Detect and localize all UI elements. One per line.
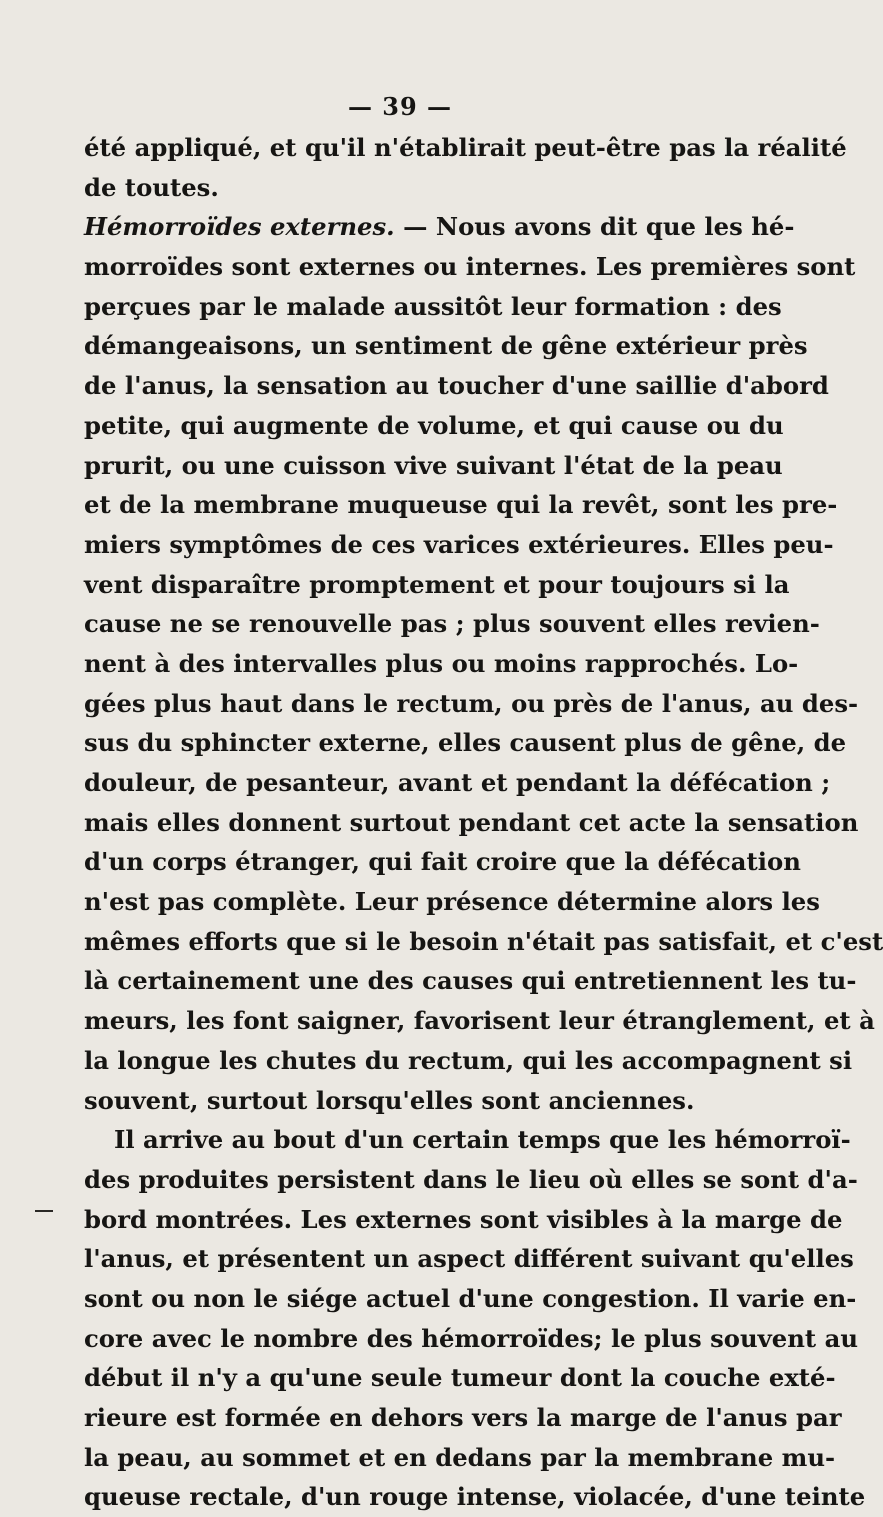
text-line: queuse rectale, d'un rouge intense, violacée, d'une teinte <box>84 1482 866 1512</box>
section-heading: Hémorroïdes externes. <box>84 212 395 242</box>
text-line: bord montrées. Les externes sont visibles à la marge de <box>84 1204 843 1234</box>
text-line: début il n'y a qu'une seule tumeur dont la couche exté- <box>84 1363 836 1393</box>
text-line: sont ou non le siége actuel d'une congestion. Il varie en- <box>84 1283 857 1313</box>
text-line: été appliqué, et qu'il n'établirait peut-être pas la réalité <box>84 133 847 162</box>
text-line: prurit, ou une cuisson vive suivant l'état de la peau <box>84 450 783 480</box>
page-number: — 39 — <box>347 92 453 121</box>
text-line: douleur, de pesanteur, avant et pendant la défécation ; <box>84 768 831 797</box>
text-line: cause ne se renouvelle pas ; plus souvent elles revien- <box>84 609 820 639</box>
text-line: des produites persistent dans le lieu où elles se sont d'a- <box>84 1164 858 1194</box>
text-line: petite, qui augmente de volume, et qui cause ou du <box>84 410 784 440</box>
text-line: core avec le nombre des hémorroïdes; le plus souvent au <box>84 1323 858 1353</box>
body-text <box>84 128 883 1517</box>
text-line: meurs, les font saigner, favorisent leur étranglement, et à <box>84 1006 875 1036</box>
margin-mark <box>35 1210 53 1212</box>
text-line: la longue les chutes du rectum, qui les accompagnent si <box>84 1045 853 1075</box>
text-line: là certainement une des causes qui entretiennent les tu- <box>84 966 857 996</box>
text-line: démangeaisons, un sentiment de gêne extérieur près <box>84 331 808 361</box>
text-line: de toutes. <box>84 172 219 202</box>
text-line: perçues par le malade aussitôt leur formation : des <box>84 291 782 321</box>
text-line: mêmes efforts que si le besoin n'était pas satisfait, et c'est <box>84 926 883 956</box>
text-line: souvent, surtout lorsqu'elles sont anciennes. <box>84 1085 695 1115</box>
text-line: rieure est formée en dehors vers la marge de l'anus par <box>84 1403 842 1432</box>
text-line: gées plus haut dans le rectum, ou près de l'anus, au des- <box>84 688 859 718</box>
text-line: sus du sphincter externe, elles causent plus de gêne, de <box>84 728 847 758</box>
section-heading-line <box>84 207 795 247</box>
text-line: miers symptômes de ces varices extérieures. Elles peu- <box>84 529 834 559</box>
text-line: d'un corps étranger, qui fait croire que la défécation <box>84 847 801 877</box>
paragraph-start-line: Il arrive au bout d'un certain temps que les hémorroï- <box>114 1125 851 1155</box>
text-run: — Nous avons dit que les hé- <box>394 212 795 242</box>
text-line: de l'anus, la sensation au toucher d'une saillie d'abord <box>84 371 829 401</box>
text-line: morroïdes sont externes ou internes. Les premières sont <box>84 252 856 282</box>
text-line: et de la membrane muqueuse qui la revêt, sont les pre- <box>84 490 838 520</box>
text-line: mais elles donnent surtout pendant cet acte la sensation <box>84 807 859 837</box>
text-line: vent disparaître promptement et pour toujours si la <box>84 569 790 599</box>
text-line: la peau, au sommet et en dedans par la membrane mu- <box>84 1442 836 1472</box>
text-line: l'anus, et présentent un aspect différent suivant qu'elles <box>84 1244 854 1274</box>
text-line: n'est pas complète. Leur présence détermine alors les <box>84 887 820 917</box>
text-line: nent à des intervalles plus ou moins rapprochés. Lo- <box>84 648 799 678</box>
